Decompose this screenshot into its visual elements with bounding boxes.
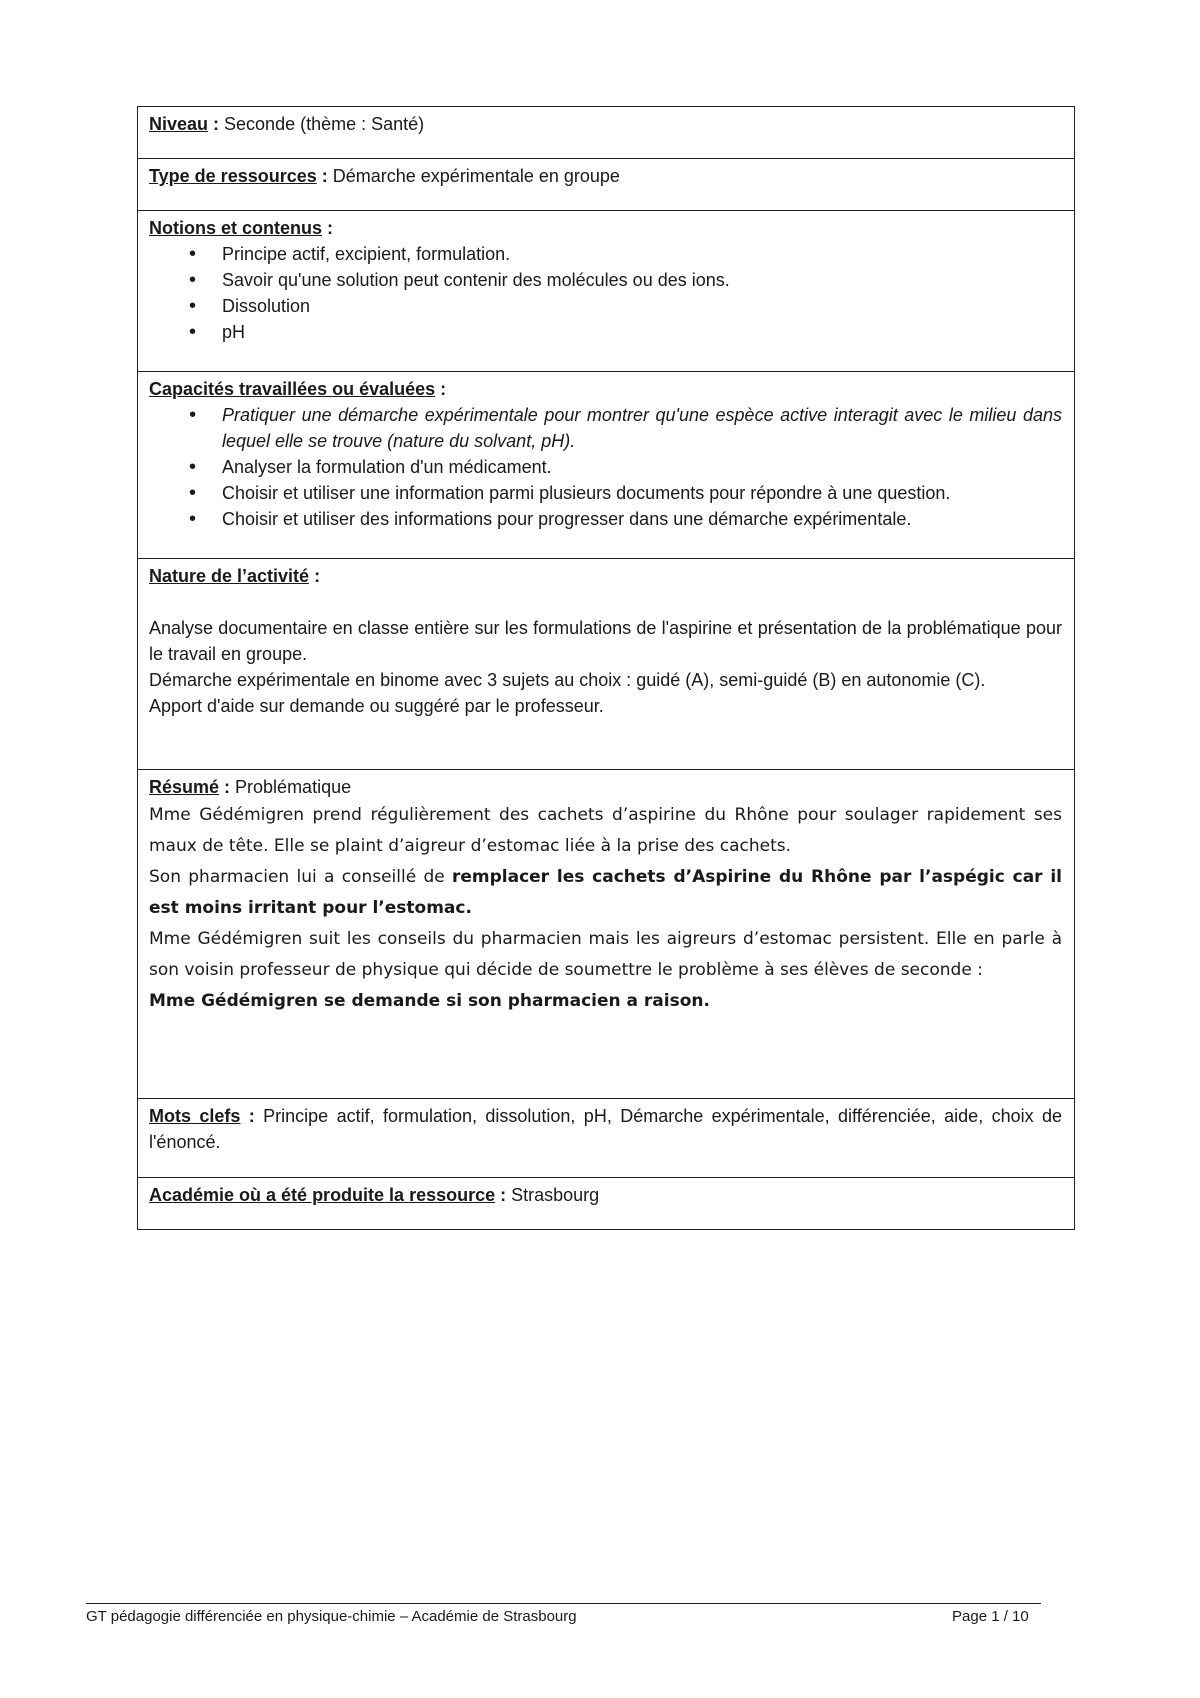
notions-label: Notions et contenus <box>149 218 323 238</box>
mots-row <box>138 1099 1074 1178</box>
capacites-label: Capacités travaillées ou évaluées <box>149 379 436 399</box>
footer-divider <box>86 1603 1041 1604</box>
niveau-row <box>138 107 1074 159</box>
niveau-value: Seconde (thème : Santé) <box>219 114 425 134</box>
academie-colon: : <box>495 1185 507 1205</box>
nature-paragraph-2: Démarche expérimentale en binome avec 3 sujets au choix : guidé (A), semi-guidé (B) en autonomie (C). <box>149 670 986 690</box>
academie-value: Strasbourg <box>506 1185 600 1205</box>
notions-list <box>149 241 1062 345</box>
resume-paragraph-3: Mme Gédémigren suit les conseils du pharmacien mais les aigreurs d’estomac persistent. Elle en parle à son voisin professeur de physique qui décide de soumettre le problème à ses élèves de seconde : <box>149 929 1062 980</box>
list-item: • Analyser la formulation d'un médicament. <box>149 454 1062 480</box>
type-value: Démarche expérimentale en groupe <box>327 166 620 186</box>
capacites-colon: : <box>435 379 447 399</box>
resume-value: Problématique <box>230 777 352 797</box>
nature-paragraph-3: Apport d'aide sur demande ou suggéré par le professeur. <box>149 696 604 716</box>
list-item: • Choisir et utiliser des informations pour progresser dans une démarche expérimentale. <box>149 506 1062 532</box>
footer-left-text: GT pédagogie différenciée en physique-chimie – Académie de Strasbourg <box>86 1608 577 1625</box>
resume-question: Mme Gédémigren se demande si son pharmacien a raison. <box>149 991 710 1011</box>
mots-value: Principe actif, formulation, dissolution, pH, Démarche expérimentale, différenciée, aide, choix de l'énoncé. <box>149 1106 1062 1152</box>
nature-row <box>138 559 1074 770</box>
list-item: • Choisir et utiliser une information parmi plusieurs documents pour répondre à une question. <box>149 480 1062 506</box>
resume-label: Résumé <box>149 777 220 797</box>
resume-paragraph-2-start: Son pharmacien lui a conseillé de <box>149 867 452 887</box>
resume-row <box>138 770 1074 1099</box>
nature-colon: : <box>309 566 321 586</box>
capacites-list <box>149 402 1062 532</box>
nature-label: Nature de l’activité <box>149 566 310 586</box>
list-item: • Pratiquer une démarche expérimentale pour montrer qu'une espèce active interagit avec le milieu dans lequel elle se trouve (nature du solvant, pH). <box>149 402 1062 454</box>
resume-colon: : <box>219 777 231 797</box>
notions-row <box>138 211 1074 372</box>
page-number: Page 1 / 10 <box>952 1608 1029 1625</box>
list-item: • Savoir qu'une solution peut contenir des molécules ou des ions. <box>149 267 1062 293</box>
list-item: • Dissolution <box>149 293 1062 319</box>
list-item: • Principe actif, excipient, formulation. <box>149 241 1062 267</box>
mots-colon: : <box>240 1106 255 1126</box>
list-item: • pH <box>149 319 1062 345</box>
mots-label: Mots clefs <box>149 1106 241 1126</box>
nature-paragraph-1: Analyse documentaire en classe entière sur les formulations de l'aspirine et présentation de la problématique pour le travail en groupe. <box>149 618 1062 664</box>
resume-paragraph-2 <box>149 862 1062 924</box>
academie-row <box>138 1178 1074 1229</box>
type-label: Type de ressources <box>149 166 317 186</box>
type-row <box>138 159 1074 211</box>
niveau-colon: : <box>208 114 220 134</box>
resume-paragraph-2-bold: remplacer les cachets d’Aspirine du Rhône par l’aspégic car il est moins irritant pour l’estomac. <box>149 867 1063 918</box>
capacites-row <box>138 372 1074 559</box>
notions-colon: : <box>322 218 334 238</box>
resume-paragraph-1: Mme Gédémigren prend régulièrement des cachets d’aspirine du Rhône pour soulager rapidement ses maux de tête. Elle se plaint d’aigreur d’estomac liée à la prise des cachets. <box>149 805 1062 856</box>
resource-table <box>137 106 1075 1230</box>
type-colon: : <box>316 166 328 186</box>
academie-label: Académie où a été produite la ressource <box>149 1185 496 1205</box>
niveau-label: Niveau <box>149 114 209 134</box>
